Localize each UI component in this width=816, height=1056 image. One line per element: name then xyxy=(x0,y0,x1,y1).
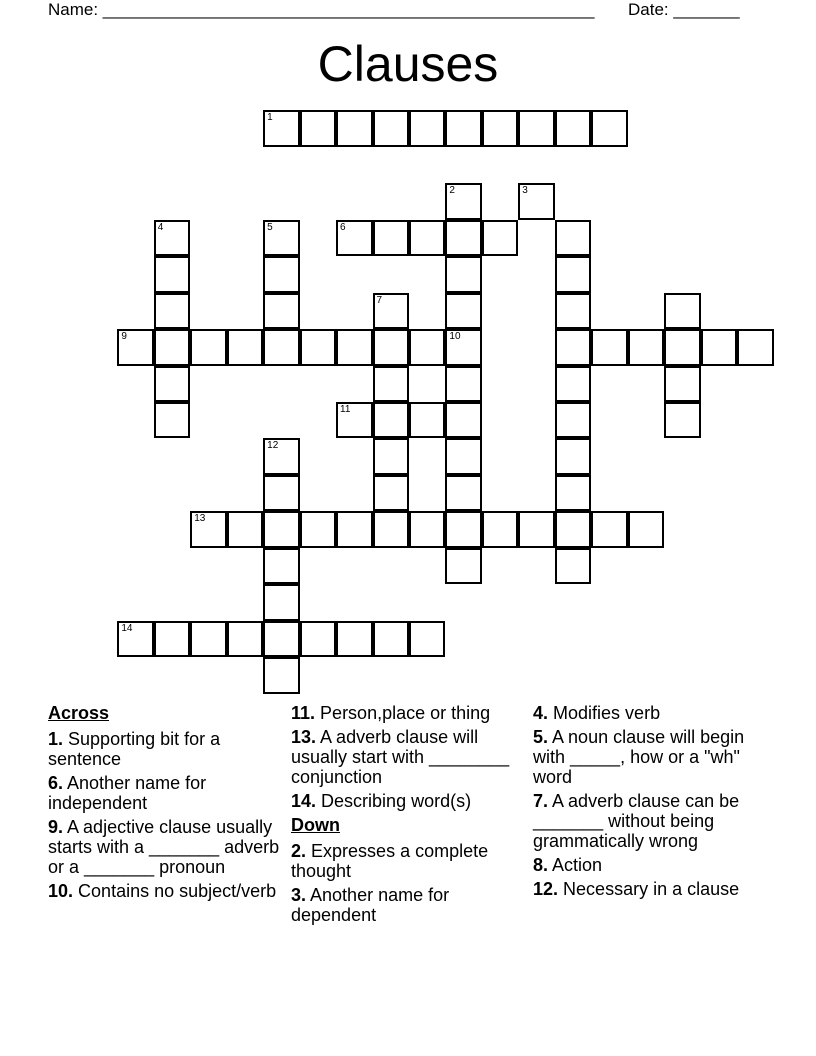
grid-cell[interactable] xyxy=(628,511,665,548)
grid-cell[interactable] xyxy=(664,329,701,366)
clue-number: 9. xyxy=(48,817,64,837)
clue-number-label: 12 xyxy=(267,440,279,452)
clue-number: 11. xyxy=(291,703,316,723)
grid-cell[interactable] xyxy=(737,329,774,366)
grid-cell[interactable] xyxy=(445,402,482,439)
clue-down-7 xyxy=(533,791,765,851)
grid-cell[interactable] xyxy=(373,220,410,257)
grid-cell[interactable] xyxy=(263,475,300,512)
grid-cell[interactable] xyxy=(263,657,300,694)
grid-cell[interactable] xyxy=(263,256,300,293)
clue-number: 10. xyxy=(48,881,74,901)
clue-down-2 xyxy=(291,841,523,881)
grid-cell[interactable] xyxy=(336,621,373,658)
grid-cell[interactable] xyxy=(409,511,446,548)
grid-cell[interactable] xyxy=(555,438,592,475)
clue-text: A noun clause will begin with _____, how or a "wh" word xyxy=(533,727,745,787)
grid-cell[interactable] xyxy=(154,366,191,403)
clue-number: 7. xyxy=(533,791,549,811)
grid-cell[interactable] xyxy=(409,110,446,147)
clue-number-label: 7 xyxy=(376,294,383,306)
clue-number: 4. xyxy=(533,703,549,723)
page-title: Clauses xyxy=(317,36,499,92)
clue-text: Another name for independent xyxy=(48,773,207,813)
down-heading: Down xyxy=(291,815,340,835)
clue-text: A adjective clause usually starts with a _______ adverb or a _______ pronoun xyxy=(48,817,280,877)
grid-cell[interactable] xyxy=(373,366,410,403)
grid-cell[interactable] xyxy=(190,621,227,658)
grid-cell[interactable] xyxy=(555,511,592,548)
grid-cell[interactable] xyxy=(409,402,446,439)
grid-cell[interactable] xyxy=(445,548,482,585)
clue-number-label: 4 xyxy=(157,221,164,233)
grid-cell[interactable] xyxy=(263,511,300,548)
grid-cell[interactable] xyxy=(190,329,227,366)
grid-cell[interactable] xyxy=(555,256,592,293)
grid-cell[interactable] xyxy=(445,220,482,257)
clue-text: A adverb clause will usually start with ________ conjunction xyxy=(291,727,510,787)
clue-text: Supporting bit for a sentence xyxy=(48,729,221,769)
grid-cell[interactable] xyxy=(336,511,373,548)
grid-cell[interactable] xyxy=(591,329,628,366)
grid-cell[interactable] xyxy=(445,293,482,330)
grid-cell[interactable] xyxy=(373,511,410,548)
grid-cell[interactable] xyxy=(555,548,592,585)
clue-down-4 xyxy=(533,703,765,723)
clue-down-8 xyxy=(533,855,765,875)
clue-across-14 xyxy=(291,791,523,811)
grid-cell[interactable] xyxy=(336,220,373,257)
grid-cell[interactable] xyxy=(300,621,337,658)
grid-cell[interactable] xyxy=(445,475,482,512)
clue-down-3 xyxy=(291,885,523,925)
clue-number-label: 3 xyxy=(522,185,528,197)
grid-cell[interactable] xyxy=(190,511,227,548)
clue-number-label: 6 xyxy=(340,221,346,233)
clue-text: A adverb clause can be _______ without being grammatically wrong xyxy=(533,791,740,851)
grid-cell[interactable] xyxy=(591,110,628,147)
grid-cell[interactable] xyxy=(555,366,592,403)
clue-text: Person,place or thing xyxy=(320,703,491,723)
grid-cell[interactable] xyxy=(154,256,191,293)
grid-cell[interactable] xyxy=(263,584,300,621)
grid-cell[interactable] xyxy=(445,366,482,403)
grid-cell[interactable] xyxy=(373,110,410,147)
grid-cell[interactable] xyxy=(701,329,738,366)
grid-cell[interactable] xyxy=(445,329,482,366)
grid-cell[interactable] xyxy=(154,621,191,658)
clue-text: Contains no subject/verb xyxy=(78,881,277,901)
grid-cell[interactable] xyxy=(445,183,482,220)
clue-text: Another name for dependent xyxy=(291,885,450,925)
grid-cell[interactable] xyxy=(263,293,300,330)
grid-cell[interactable] xyxy=(664,402,701,439)
grid-cell[interactable] xyxy=(555,220,592,257)
clue-text: Necessary in a clause xyxy=(563,879,740,899)
grid-cell[interactable] xyxy=(227,621,264,658)
clue-number-label: 5 xyxy=(267,221,273,233)
grid-cell[interactable] xyxy=(555,110,592,147)
grid-cell[interactable] xyxy=(263,548,300,585)
clue-number: 14. xyxy=(291,791,317,811)
clue-across-1 xyxy=(48,729,280,769)
clue-number: 6. xyxy=(48,773,64,793)
grid-cell[interactable] xyxy=(373,293,410,330)
grid-cell[interactable] xyxy=(555,402,592,439)
grid-cell[interactable] xyxy=(445,438,482,475)
clue-number-label: 10 xyxy=(449,331,461,343)
grid-cell[interactable] xyxy=(336,329,373,366)
clue-across-13 xyxy=(291,727,523,787)
grid-cell[interactable] xyxy=(336,110,373,147)
grid-cell[interactable] xyxy=(227,511,264,548)
clue-text: Describing word(s) xyxy=(321,791,472,811)
grid-cell[interactable] xyxy=(117,329,154,366)
grid-cell[interactable] xyxy=(555,293,592,330)
grid-cell[interactable] xyxy=(445,511,482,548)
clue-across-6 xyxy=(48,773,280,813)
clue-down-12 xyxy=(533,879,765,899)
name-field[interactable]: Name: ____________________________________________________ xyxy=(48,0,595,19)
clue-number: 8. xyxy=(533,855,549,875)
grid-cell[interactable] xyxy=(518,511,555,548)
clues-column-3 xyxy=(533,703,765,903)
grid-cell[interactable] xyxy=(227,329,264,366)
grid-cell[interactable] xyxy=(409,220,446,257)
grid-cell[interactable] xyxy=(628,329,665,366)
grid-cell[interactable] xyxy=(482,511,519,548)
grid-cell[interactable] xyxy=(664,366,701,403)
clue-down-5 xyxy=(533,727,765,787)
across-heading: Across xyxy=(48,703,110,723)
clues-column-1 xyxy=(48,703,280,905)
grid-cell[interactable] xyxy=(518,110,555,147)
grid-cell[interactable] xyxy=(445,256,482,293)
grid-cell[interactable] xyxy=(591,511,628,548)
clue-number-label: 14 xyxy=(121,622,133,634)
grid-cell[interactable] xyxy=(482,110,519,147)
clue-number-label: 13 xyxy=(194,513,206,525)
clue-number-label: 2 xyxy=(449,185,455,197)
grid-cell[interactable] xyxy=(373,621,410,658)
grid-cell[interactable] xyxy=(300,511,337,548)
clue-across-10 xyxy=(48,881,280,901)
grid-cell[interactable] xyxy=(300,110,337,147)
grid-cell[interactable] xyxy=(555,475,592,512)
grid-cell[interactable] xyxy=(482,220,519,257)
grid-cell[interactable] xyxy=(373,438,410,475)
grid-cell[interactable] xyxy=(409,329,446,366)
grid-cell[interactable] xyxy=(263,621,300,658)
grid-cell[interactable] xyxy=(336,402,373,439)
clues-column-2 xyxy=(291,703,523,929)
grid-cell[interactable] xyxy=(154,220,191,257)
grid-cell[interactable] xyxy=(555,329,592,366)
grid-cell[interactable] xyxy=(154,293,191,330)
clue-number: 12. xyxy=(533,879,559,899)
clue-across-11 xyxy=(291,703,523,723)
clue-number-label: 9 xyxy=(121,331,127,343)
grid-cell[interactable] xyxy=(263,438,300,475)
clue-text: Modifies verb xyxy=(553,703,661,723)
clue-across-9 xyxy=(48,817,280,877)
clue-number: 2. xyxy=(291,841,307,861)
grid-cell[interactable] xyxy=(445,110,482,147)
clue-text: Expresses a complete thought xyxy=(291,841,489,881)
grid-cell[interactable] xyxy=(117,621,154,658)
grid-cell[interactable] xyxy=(263,329,300,366)
clue-number: 1. xyxy=(48,729,64,749)
grid-cell[interactable] xyxy=(373,475,410,512)
grid-cell[interactable] xyxy=(263,110,300,147)
grid-cell[interactable] xyxy=(300,329,337,366)
grid-cell[interactable] xyxy=(518,183,555,220)
grid-cell[interactable] xyxy=(373,329,410,366)
clue-number: 5. xyxy=(533,727,549,747)
grid-cell[interactable] xyxy=(154,329,191,366)
grid-cell[interactable] xyxy=(154,402,191,439)
date-field[interactable]: Date: _______ xyxy=(628,0,740,19)
clue-number: 13. xyxy=(291,727,317,747)
grid-cell[interactable] xyxy=(263,220,300,257)
grid-cell[interactable] xyxy=(373,402,410,439)
grid-cell[interactable] xyxy=(664,293,701,330)
grid-cell[interactable] xyxy=(409,621,446,658)
clue-number-label: 11 xyxy=(340,403,351,415)
clue-text: Action xyxy=(552,855,603,875)
clue-number-label: 1 xyxy=(267,112,273,124)
clue-number: 3. xyxy=(291,885,307,905)
